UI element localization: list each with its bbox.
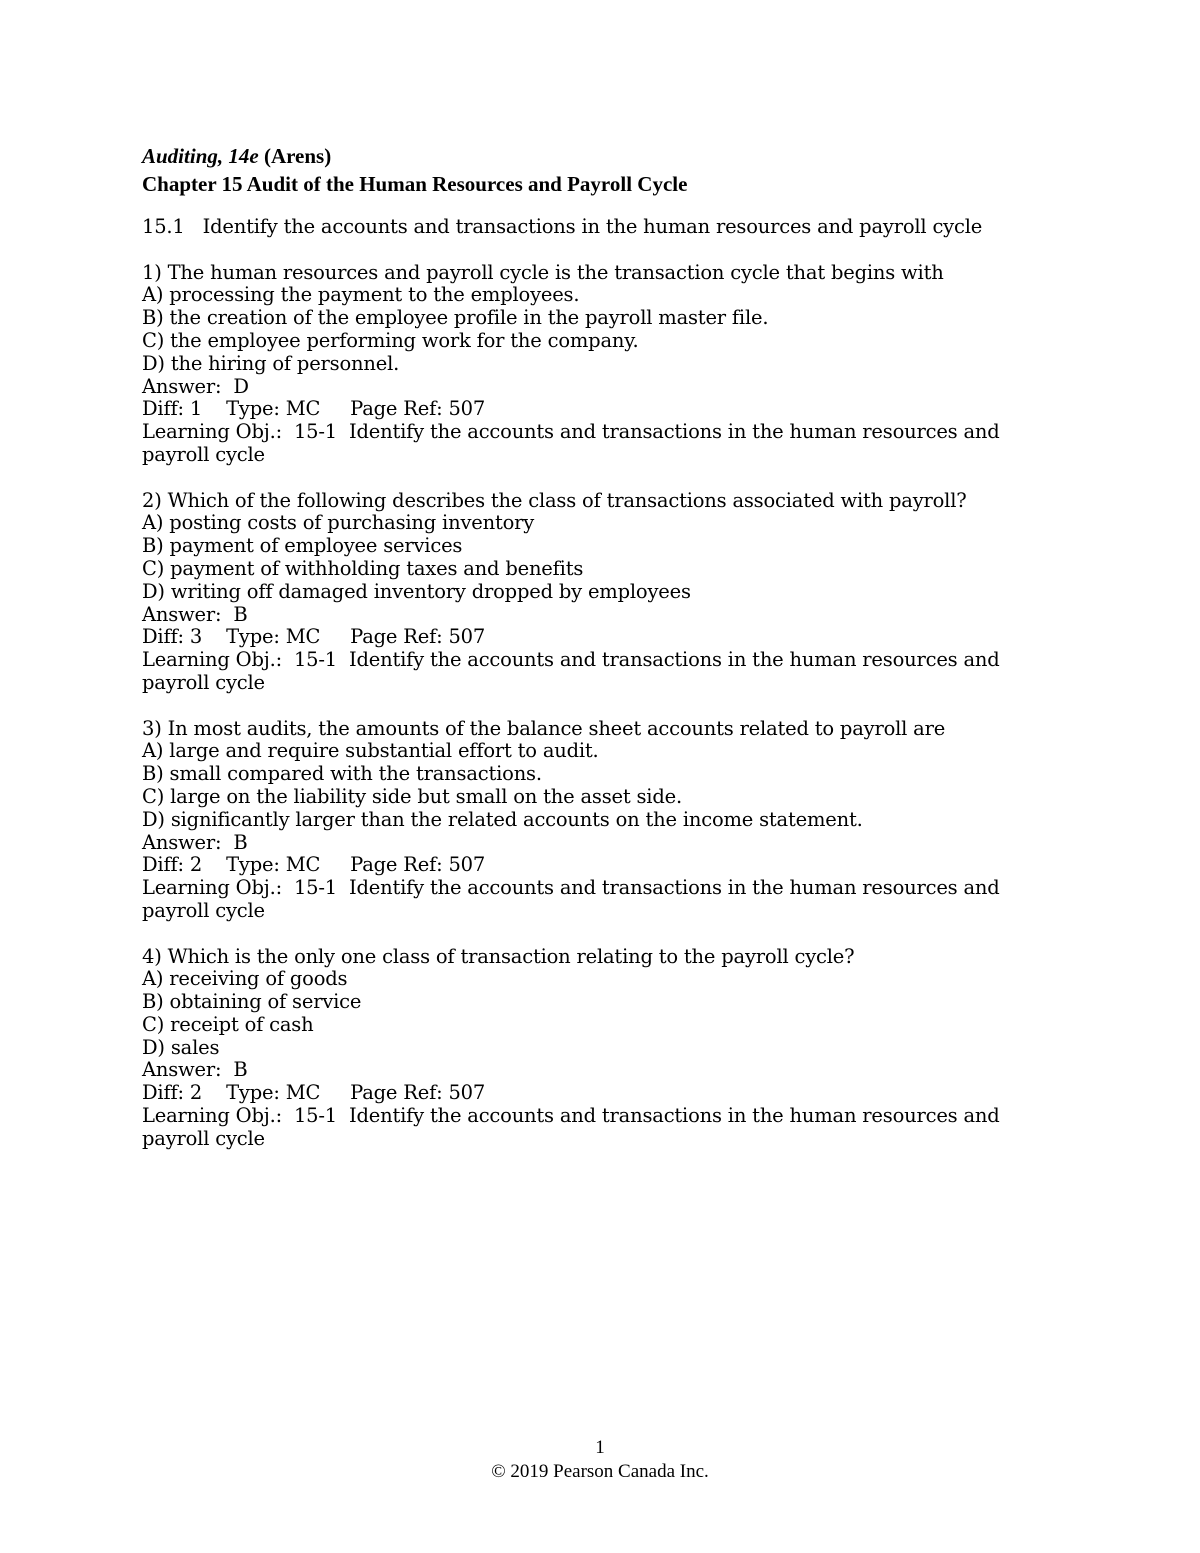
- option-d: D) the hiring of personnel.: [142, 351, 400, 375]
- option-d: D) writing off damaged inventory dropped by employees: [142, 579, 691, 603]
- option-a: A) large and require substantial effort to audit.: [142, 739, 599, 763]
- spacer: [142, 239, 1062, 262]
- page-number: 1: [595, 1437, 605, 1458]
- book-title: Auditing, 14e: [142, 144, 259, 168]
- learning-objective: Learning Obj.: 15-1 Identify the accounts and transactions in the human resources and: [142, 420, 1000, 444]
- copyright-notice: © 2019 Pearson Canada Inc.: [491, 1461, 709, 1482]
- question-4: [142, 946, 1062, 1151]
- option-c: C) large on the liability side but small on the asset side.: [142, 784, 682, 808]
- option-a: A) receiving of goods: [142, 967, 348, 991]
- spacer: [142, 695, 1062, 718]
- option-a: A) processing the payment to the employees.: [142, 283, 580, 307]
- learning-objective-cont: payroll cycle: [142, 898, 265, 922]
- option-c: C) receipt of cash: [142, 1012, 314, 1036]
- question-meta: Diff: 2 Type: MC Page Ref: 507: [142, 1081, 486, 1105]
- question-meta: Diff: 1 Type: MC Page Ref: 507: [142, 397, 486, 421]
- learning-objective-cont: payroll cycle: [142, 442, 265, 466]
- learning-objective: Learning Obj.: 15-1 Identify the accounts and transactions in the human resources and: [142, 648, 1000, 672]
- option-c: C) payment of withholding taxes and benefits: [142, 556, 584, 580]
- option-b: B) payment of employee services: [142, 534, 463, 558]
- question-stem: 1) The human resources and payroll cycle is the transaction cycle that begins with: [142, 260, 944, 284]
- answer: Answer: B: [142, 1058, 248, 1082]
- learning-objective: Learning Obj.: 15-1 Identify the accounts and transactions in the human resources and: [142, 1104, 1000, 1128]
- question-stem: 2) Which of the following describes the class of transactions associated with payroll?: [142, 488, 967, 512]
- option-b: B) the creation of the employee profile in the payroll master file.: [142, 306, 769, 330]
- learning-objective-cont: payroll cycle: [142, 1126, 265, 1150]
- book-author: (Arens): [263, 144, 332, 168]
- section-heading: 15.1 Identify the accounts and transactions in the human resources and payroll cycle: [142, 215, 983, 238]
- question-stem: 3) In most audits, the amounts of the balance sheet accounts related to payroll are: [142, 716, 946, 740]
- question-stem: 4) Which is the only one class of transaction relating to the payroll cycle?: [142, 944, 855, 968]
- option-d: D) sales: [142, 1035, 220, 1059]
- title-line: [142, 142, 687, 170]
- question-3: [142, 718, 1062, 923]
- question-1: [142, 262, 1062, 467]
- option-a: A) posting costs of purchasing inventory: [142, 511, 535, 535]
- question-meta: Diff: 2 Type: MC Page Ref: 507: [142, 853, 486, 877]
- spacer: [142, 467, 1062, 490]
- answer: Answer: B: [142, 830, 248, 854]
- document-header: [142, 142, 687, 198]
- question-2: [142, 490, 1062, 695]
- option-c: C) the employee performing work for the company.: [142, 328, 639, 352]
- learning-objective-cont: payroll cycle: [142, 670, 265, 694]
- question-meta: Diff: 3 Type: MC Page Ref: 507: [142, 625, 486, 649]
- option-b: B) small compared with the transactions.: [142, 762, 542, 786]
- learning-objective: Learning Obj.: 15-1 Identify the accounts and transactions in the human resources and: [142, 876, 1000, 900]
- option-b: B) obtaining of service: [142, 990, 362, 1014]
- chapter-title: Chapter 15 Audit of the Human Resources and Payroll Cycle: [142, 172, 688, 196]
- option-d: D) significantly larger than the related accounts on the income statement.: [142, 807, 863, 831]
- spacer: [142, 923, 1062, 946]
- answer: Answer: B: [142, 602, 248, 626]
- answer: Answer: D: [142, 374, 249, 398]
- document-body: [142, 216, 1062, 1151]
